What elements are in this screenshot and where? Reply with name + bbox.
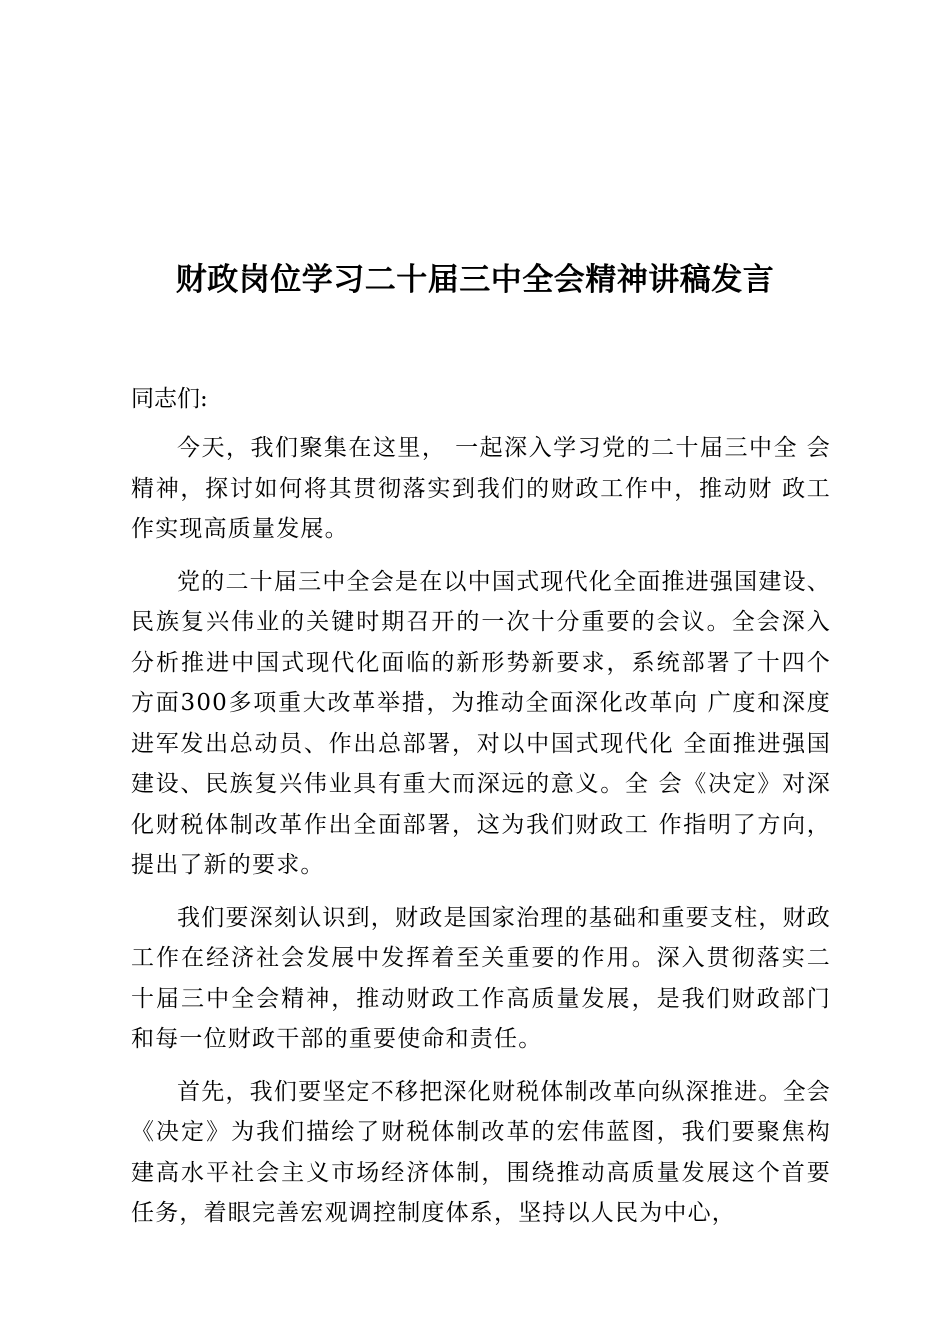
- paragraph-4: 首先，我们要坚定不移把深化财税体制改革向纵深推进。全会《决定》为我们描绘了财税体制改革的宏伟蓝图，我们要聚焦构建高水平社会主义市场经济体制，围绕推动高质量发展这个首要任务，着眼完善宏观调控制度体系，坚持以人民为中心，: [131, 1078, 831, 1226]
- paragraph-2: 党的二十届三中全会是在以中国式现代化全面推进强国建设、民族复兴伟业的关键时期召开的一次十分重要的会议。全会深入分析推进中国式现代化面临的新形势新要求，系统部署了十四个方面300多项重大改革举措，为推动全面深化改革向 广度和深度进军发出总动员、作出总部署，对以中国式现代化 全面推进强国建设、民族复兴伟业具有重大而深远的意义。全 会《决定》对深化财税体制改革作出全面部署，这为我们财政工 作指明了方向，提出了新的要求。: [131, 568, 831, 878]
- document-title: 财政岗位学习二十届三中全会精神讲稿发言: [175, 262, 775, 298]
- salutation: 同志们:: [131, 386, 208, 412]
- paragraph-3: 我们要深刻认识到，财政是国家治理的基础和重要支柱，财政工作在经济社会发展中发挥着至关重要的作用。深入贯彻落实二十届三中全会精神，推动财政工作高质量发展，是我们财政部门和每一位财政干部的重要使命和责任。: [131, 904, 831, 1052]
- document-body: [131, 378, 831, 1246]
- paragraph-1: 今天，我们聚集在这里， 一起深入学习党的二十届三中全 会精神，探讨如何将其贯彻落实到我们的财政工作中，推动财 政工作实现高质量发展。: [131, 435, 831, 542]
